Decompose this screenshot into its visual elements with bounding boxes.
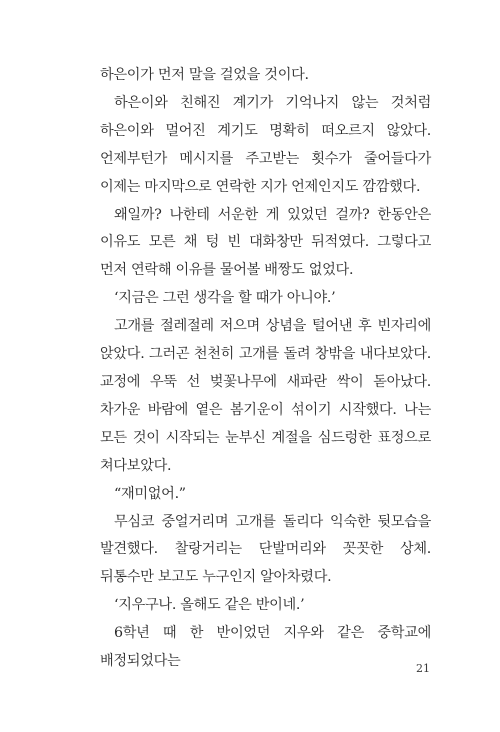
paragraph: 고개를 절레절레 저으며 상념을 털어낸 후 빈자리에 앉았다. 그러곤 천천히 고개를 돌려 창밖을 내다보았다. 교정에 우뚝 선 벚꽃나무에 새파란 싹이 돋아났다. 차가운 바람에 옅은 봄기운이 섞이기 시작했다. 나는 모든 것이 시작되는 눈부신 계절을 심드렁한 표정으로 쳐다보았다. [100, 318, 431, 474]
inner-thought: ‘지금은 그런 생각을 할 때가 아니야.’ [114, 290, 336, 307]
page-number: 21 [416, 662, 430, 675]
body-text [100, 62, 431, 676]
paragraph: 6학년 때 한 반이었던 지우와 같은 중학교에 배정되었다는 [100, 625, 431, 670]
dialogue: “재미없어.” [114, 485, 186, 502]
paragraph: 왜일까? 나한테 서운한 게 있었던 걸까? 한동안은 이유도 모른 채 텅 빈 대화창만 뒤적였다. 그렇다고 먼저 연락해 이유를 물어볼 배짱도 없었다. [100, 206, 431, 279]
inner-thought: ‘지우구나. 올해도 같은 반이네.’ [114, 597, 305, 614]
paragraph: 하은이가 먼저 말을 걸었을 것이다. [100, 67, 309, 83]
paragraph: 하은이와 친해진 계기가 기억나지 않는 것처럼 하은이와 멀어진 계기도 명확히 떠오르지 않았다. 언제부턴가 메시지를 주고받는 횟수가 줄어들다가 이제는 마지막으로 연락한 지가 언제인지도 깜깜했다. [100, 94, 431, 195]
paragraph: 무심코 중얼거리며 고개를 돌리다 익숙한 뒷모습을 발견했다. 찰랑거리는 단발머리와 꼿꼿한 상체. 뒤통수만 보고도 누구인지 알아차렸다. [100, 513, 431, 586]
